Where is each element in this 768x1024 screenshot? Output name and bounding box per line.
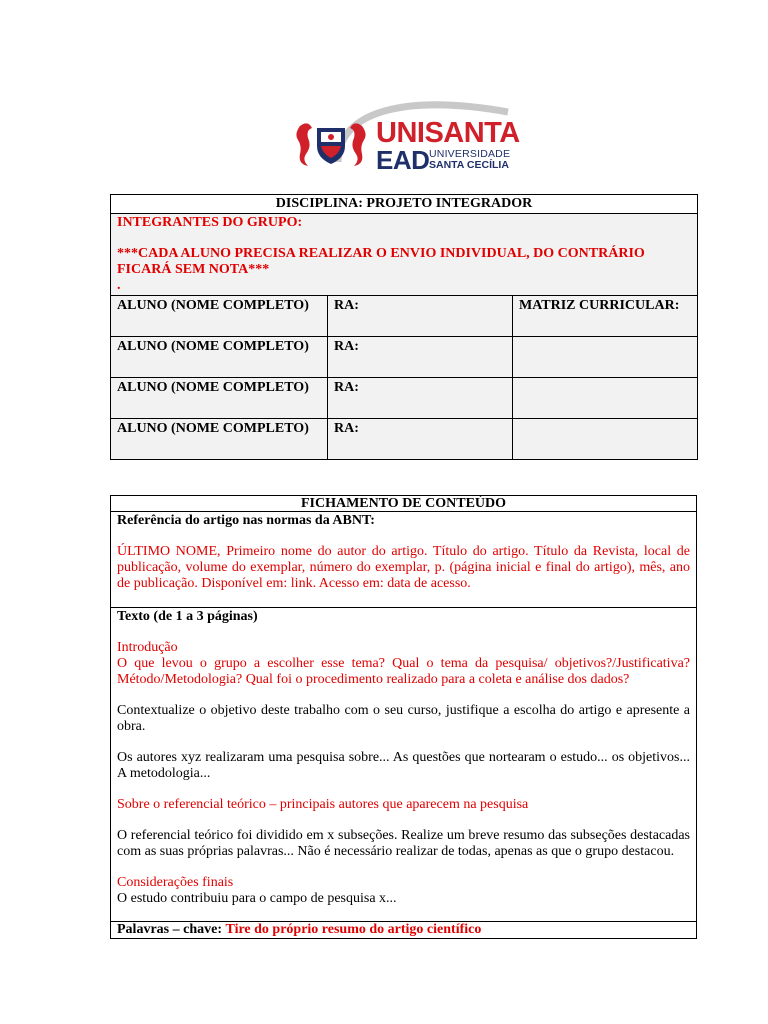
members-cell[interactable] — [111, 214, 698, 296]
final-considerations-text: O estudo contribuiu para o campo de pesquisa x... — [117, 891, 397, 906]
authors-paragraph: Os autores xyz realizaram uma pesquisa sobre... As questões que nortearam o estudo... os objetivos... A metodologia... — [117, 750, 690, 781]
ra-cell[interactable]: RA: — [328, 337, 513, 378]
matriz-curricular-cell[interactable] — [513, 337, 698, 378]
warning-dot: . — [117, 278, 121, 293]
reference-template: ÚLTIMO NOME, Primeiro nome do autor do artigo. Título do artigo. Título da Revista, local de publicação, volume do exemplar, número do exemplar, p. (página inicial e final do artigo), mês, ano de publicação. Disponível em: link. Acesso em: data de acesso. — [117, 544, 690, 591]
individual-warning: ***CADA ALUNO PRECISA REALIZAR O ENVIO INDIVIDUAL, DO CONTRÁRIO FICARÁ SEM NOTA*** — [117, 246, 645, 277]
keywords-label: Palavras – chave: — [117, 922, 222, 937]
reference-cell[interactable] — [111, 512, 697, 608]
aluno-name-cell[interactable]: ALUNO (NOME COMPLETO) — [111, 378, 328, 419]
ra-cell[interactable]: RA: — [328, 378, 513, 419]
matriz-curricular-cell[interactable] — [513, 419, 698, 460]
members-label: INTEGRANTES DO GRUPO: — [117, 215, 303, 230]
brand-santa-cecilia: SANTA CECÍLIA — [429, 159, 509, 171]
brand-ead: EAD — [376, 145, 430, 175]
matriz-curricular-cell[interactable] — [513, 378, 698, 419]
text-body-cell[interactable] — [111, 608, 697, 922]
reference-label: Referência do artigo nas normas da ABNT: — [117, 513, 375, 528]
brand-university: UNIVERSIDADE — [429, 148, 511, 160]
keywords-hint: Tire do próprio resumo do artigo científico — [225, 922, 482, 937]
brand-name: UNISANTA — [376, 117, 520, 149]
final-considerations-title: Considerações finais — [117, 875, 234, 890]
introduction-questions: O que levou o grupo a escolher esse tema? Qual o tema da pesquisa/ objetivos?/Justificativa? Método/Metodologia? Qual foi o procedimento realizado para a coleta e análise dos dados? — [117, 656, 690, 687]
theoretical-framework-text: O referencial teórico foi dividido em x subseções. Realize um breve resumo das subseções destacadas com as suas próprias palavras... Não é necessário realizar de todas, apenas as que o grupo destacou. — [117, 828, 690, 859]
introduction-title: Introdução — [117, 640, 178, 655]
ra-cell[interactable]: RA: — [328, 296, 513, 337]
aluno-name-cell[interactable]: ALUNO (NOME COMPLETO) — [111, 337, 328, 378]
discipline-header: DISCIPLINA: PROJETO INTEGRADOR — [111, 195, 698, 214]
ra-cell[interactable]: RA: — [328, 419, 513, 460]
text-length-label: Texto (de 1 a 3 páginas) — [117, 609, 258, 624]
matriz-curricular-cell[interactable]: MATRIZ CURRICULAR: — [513, 296, 698, 337]
theoretical-framework-title: Sobre o referencial teórico – principais autores que aparecem na pesquisa — [117, 797, 529, 812]
group-table — [110, 194, 698, 460]
fichamento-header: FICHAMENTO DE CONTEÚDO — [111, 496, 697, 512]
contextualize-paragraph: Contextualize o objetivo deste trabalho com o seu curso, justifique a escolha do artigo e apresente a obra. — [117, 703, 690, 734]
keywords-cell[interactable] — [111, 922, 697, 939]
aluno-name-cell[interactable]: ALUNO (NOME COMPLETO) — [111, 296, 328, 337]
unisanta-logo — [288, 100, 520, 175]
fichamento-table — [110, 495, 697, 939]
aluno-name-cell[interactable]: ALUNO (NOME COMPLETO) — [111, 419, 328, 460]
seahorse-crest-icon — [290, 118, 372, 170]
